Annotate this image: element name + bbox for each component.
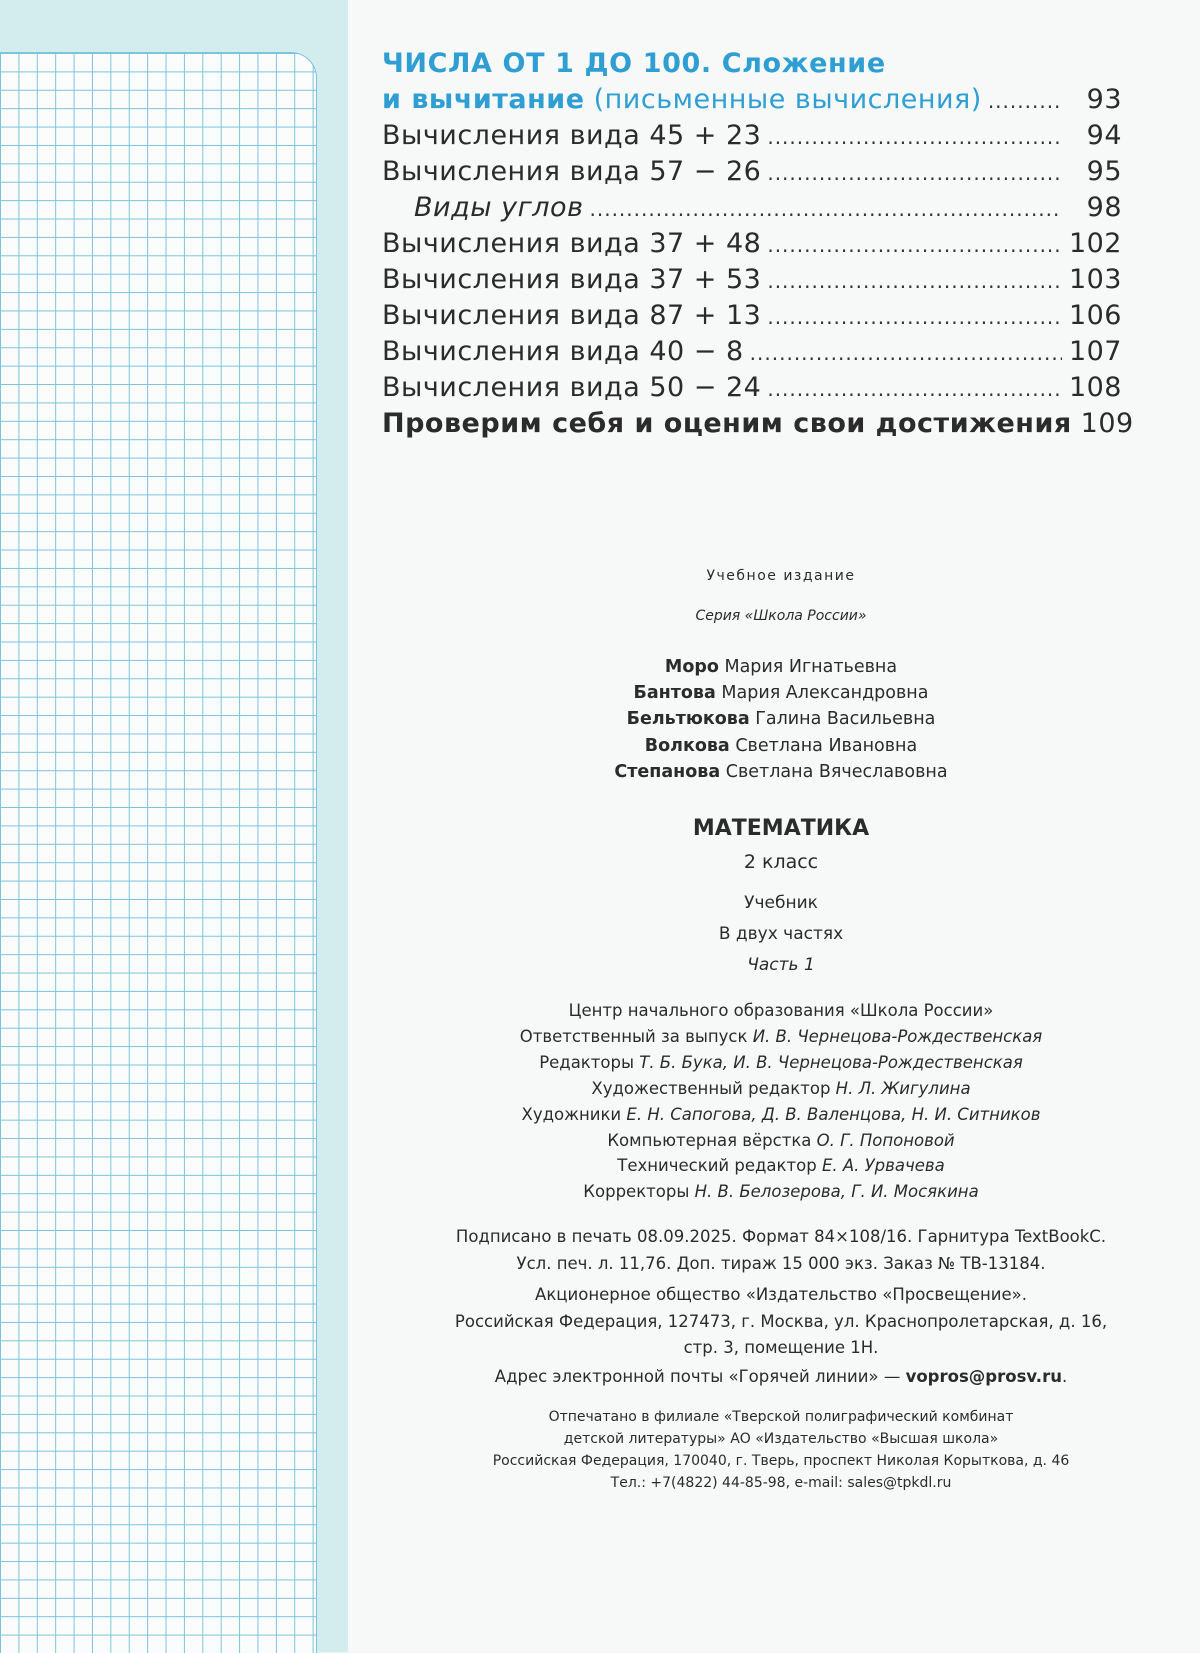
credit-line: Корректоры Н. В. Белозерова, Г. И. Мосякина [583, 1182, 979, 1202]
toc-page-number: 107 [1068, 336, 1122, 367]
hotline-email: Адрес электронной почты «Горячей линии» — vopros@prosv.ru. [494, 1367, 1068, 1386]
book-kind-block [382, 888, 1180, 981]
book-grade: 2 класс [743, 851, 819, 873]
toc-section-title: ЧИСЛА ОТ 1 ДО 100. Сложение [382, 48, 886, 79]
book-parts: В двух частях [718, 924, 844, 944]
credit-line: Технический редактор Е. А. Урвачева [617, 1156, 945, 1176]
toc-row[interactable] [382, 370, 1122, 406]
authors-list [382, 654, 1180, 785]
toc-section-title-bold: и вычитание [382, 84, 585, 115]
center-name: Центр начального образования «Школа России» [568, 1001, 994, 1020]
toc-row[interactable] [382, 226, 1122, 262]
toc-page-number: 108 [1068, 372, 1122, 403]
author: Степанова Светлана Вячеславовна [614, 761, 948, 782]
toc-page-number: 109 [1080, 408, 1134, 439]
toc-entry-title: Вычисления вида 50 − 24 [382, 372, 762, 403]
printer-info: Отпечатано в филиале «Тверской полиграфический комбинат детской литературы» АО «Издательство «Высшая школа» Российская Федерация, 170040, г. Тверь, проспект Николая Корыткова, д. 46 Тел.: +7(4822) 44-85-98, e-mail: sales@tpkdl.ru [492, 1409, 1070, 1491]
credit-line: Компьютерная вёрстка О. Г. Попоновой [607, 1130, 955, 1150]
credit-line: Ответственный за выпуск И. В. Чернецова-Рождественская [519, 1026, 1043, 1046]
toc-entry-title: Вычисления вида 87 + 13 [382, 300, 762, 331]
toc-section-title-row[interactable] [382, 82, 1122, 118]
toc-row[interactable] [382, 154, 1122, 190]
toc-page-number: 103 [1068, 264, 1122, 295]
credits-block [382, 998, 1180, 1205]
book-part: Часть 1 [747, 955, 815, 975]
toc-row[interactable] [382, 334, 1122, 370]
author: Бантова Мария Александровна [633, 683, 929, 704]
toc-page-number: 93 [1086, 84, 1122, 115]
toc-page-number: 98 [1086, 192, 1122, 223]
author: Моро Мария Игнатьевна [664, 657, 898, 677]
toc-leader-dots [767, 263, 1062, 299]
toc-leader-dots [750, 335, 1062, 371]
series-name: Серия «Школа России» [695, 608, 867, 624]
toc-page-number: 106 [1068, 300, 1122, 331]
toc-leader-dots [767, 299, 1062, 335]
toc-entry-title: Проверим себя и оценим свои достижения [382, 408, 1072, 439]
toc-entry-title: Вычисления вида 37 + 53 [382, 264, 762, 295]
toc-entry-title: Вычисления вида 57 − 26 [382, 156, 762, 187]
toc-row[interactable] [382, 262, 1122, 298]
credit-line: Художники Е. Н. Сапогова, Д. В. Валенцова, Н. И. Ситников [521, 1104, 1041, 1124]
margin-band [0, 0, 348, 1652]
publisher-info: Акционерное общество «Издательство «Просвещение». Российская Федерация, 127473, г. Москва, ул. Краснопролетарская, д. 16, стр. 3, помещение 1Н. [454, 1285, 1108, 1357]
toc-leader-dots [767, 155, 1062, 191]
edition-type: Учебное издание [706, 568, 856, 584]
toc-page-number: 102 [1068, 228, 1122, 259]
toc-leader-dots [988, 83, 1062, 119]
toc-entry-title: Вычисления вида 45 + 23 [382, 120, 762, 151]
author: Волкова Светлана Ивановна [644, 735, 918, 756]
table-of-contents [382, 46, 1134, 442]
graph-paper-strip [0, 52, 317, 1653]
toc-entry-title: Вычисления вида 37 + 48 [382, 228, 762, 259]
author: Бельтюкова Галина Васильевна [626, 709, 936, 730]
toc-page-number: 94 [1086, 120, 1122, 151]
toc-page-number: 95 [1086, 156, 1122, 187]
toc-leader-dots [767, 119, 1062, 155]
book-kind: Учебник [744, 893, 818, 913]
toc-entry-title: Виды углов [414, 192, 584, 223]
print-info: Подписано в печать 08.09.2025. Формат 84×108/16. Гарнитура TextBookC. Усл. печ. л. 11,76. Доп. тираж 15 000 экз. Заказ № ТВ-13184. [455, 1227, 1107, 1273]
toc-row[interactable] [382, 406, 1134, 442]
email-link[interactable]: vopros@prosv.ru [905, 1367, 1062, 1386]
toc-leader-dots [767, 227, 1062, 263]
credit-line: Художественный редактор Н. Л. Жигулина [591, 1078, 971, 1098]
toc-row[interactable] [382, 298, 1122, 334]
book-title: МАТЕМАТИКА [692, 816, 870, 841]
toc-leader-dots [767, 371, 1062, 407]
toc-entry-title: Вычисления вида 40 − 8 [382, 336, 744, 367]
toc-row[interactable] [382, 190, 1122, 226]
toc-section-title-note: (письменные вычисления) [584, 84, 982, 115]
credit-line: Редакторы Т. Б. Бука, И. В. Чернецова-Рождественская [539, 1052, 1023, 1072]
toc-row[interactable] [382, 118, 1122, 154]
toc-leader-dots [590, 191, 1063, 227]
